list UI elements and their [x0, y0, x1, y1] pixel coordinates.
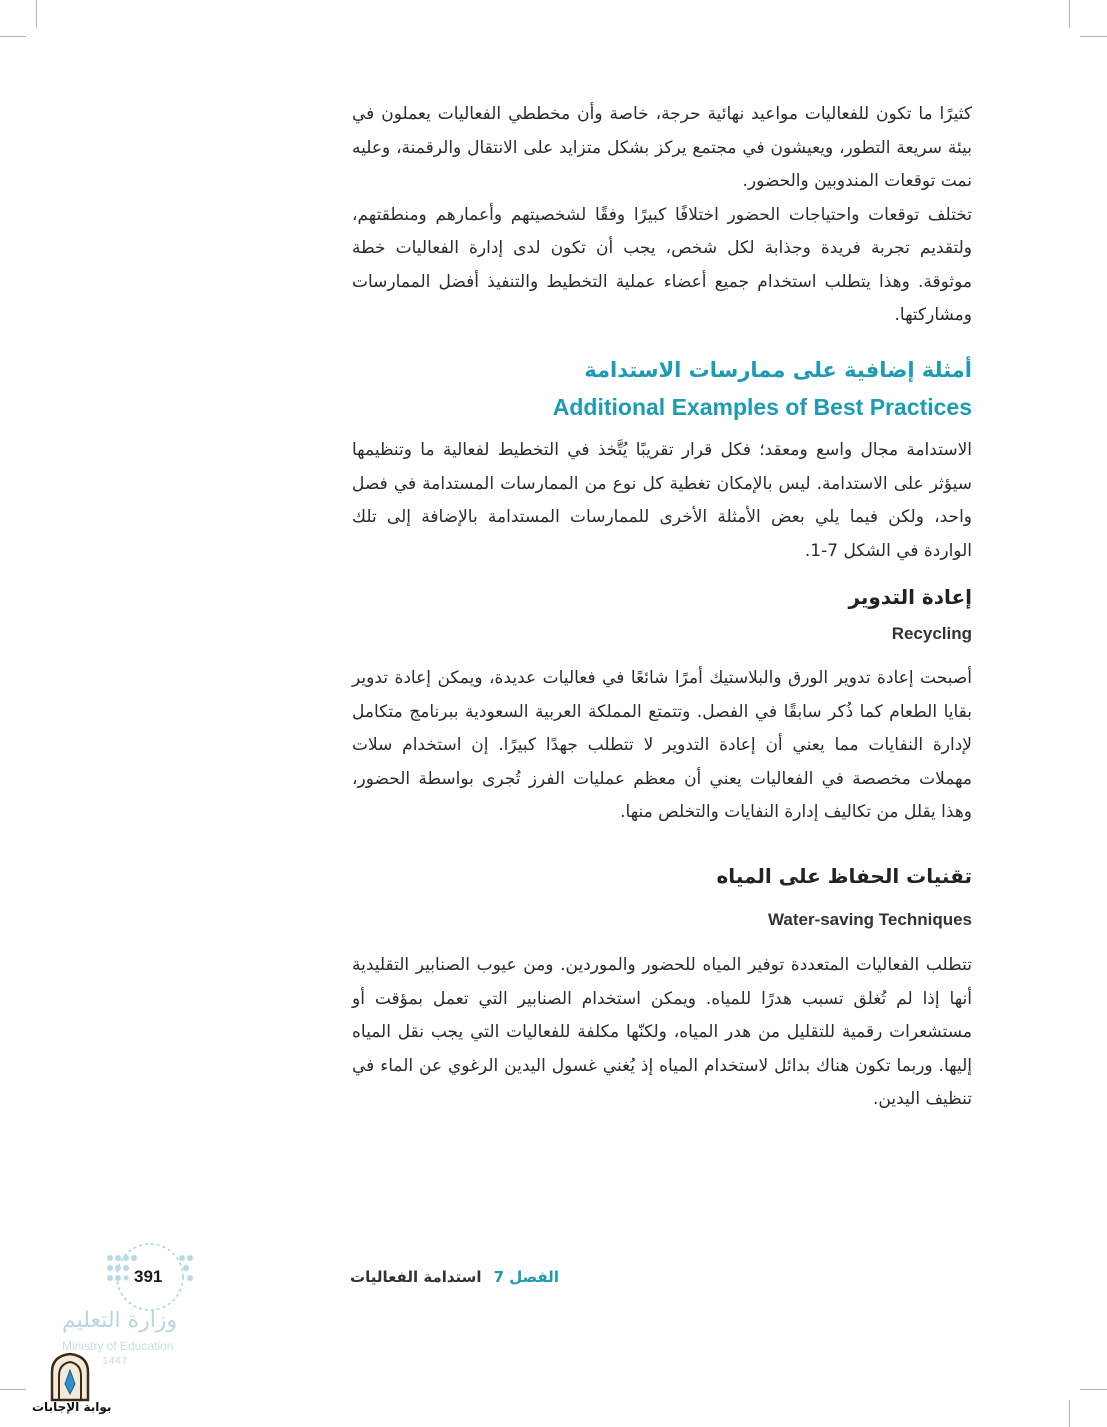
water-text: [352, 949, 972, 1117]
chapter-topic: استدامة الفعاليات: [350, 1268, 482, 1286]
water-paragraph: تتطلب الفعاليات المتعددة توفير المياه للحضور والموردين. ومن عيوب الصنابير التقليدية أنها إذا لم تُغلق تسبب هدرًا للمياه. ويمكن استخدام الصنابير التي تعمل بمؤقت أو مستشعرات رقمية للتقليل من هدر المياه، ولكنّها مكلفة للفعاليات التي يجب نقل المياه إليها. وربما تكون هناك بدائل لاستخدام المياه إذ يُغني غسول اليدين الرغوي عن الماء في تنظيف اليدين.: [352, 955, 972, 1109]
recycling-title-en: Recycling: [891, 624, 972, 643]
crop-mark: [1069, 0, 1070, 28]
portal-name: بوابة الإجابات: [32, 1400, 112, 1414]
recycling-text: [352, 662, 972, 830]
water-title-ar: تقنيات الحفاظ على المياه: [716, 864, 972, 888]
intro-paragraph-1: كثيرًا ما تكون للفعاليات مواعيد نهائية حرجة، خاصة وأن مخططي الفعاليات يعملون في بيئة سريعة التطور، ويعيشون في مجتمع يركز بشكل متزايد على الانتقال والرقمنة، وعليه نمت توقعات المندوبين والحضور.: [352, 104, 972, 191]
page-number: 391: [134, 1267, 163, 1286]
section-title-en: Additional Examples of Best Practices: [552, 394, 972, 420]
footer-chapter-title: [350, 1268, 559, 1286]
ministry-name-ar: وزارة التعليم: [62, 1308, 178, 1333]
intro-paragraph-2: تختلف توقعات واحتياجات الحضور اختلافًا كبيرًا وفقًا لشخصيتهم وأعمارهم ومنطقتهم، ولتقديم تجربة فريدة وجذابة لكل شخص، يجب أن تكون لدى إدارة الفعاليات خطة موثوقة. وهذا يتطلب استخدام جميع أعضاء عملية التخطيط والتنفيذ أفضل الممارسات ومشاركتها.: [352, 204, 972, 325]
intro-text: [352, 98, 972, 333]
section-intro-paragraph: الاستدامة مجال واسع ومعقد؛ فكل قرار تقريبًا يُتَّخذ في التخطيط لفعالية ما وتنظيمها سيؤثر على الاستدامة. ليس بالإمكان تغطية كل نوع من الممارسات المستدامة في فصل واحد، ولكن فيما يلي بعض الأمثلة الأخرى للممارسات المستدامة بالإضافة إلى تلك الواردة في الشكل 7-1.: [352, 440, 972, 561]
crop-mark: [36, 0, 37, 28]
crop-mark: [1069, 1400, 1070, 1427]
portal-logo-icon: [44, 1350, 96, 1402]
section-intro: [352, 434, 972, 568]
recycling-title-ar: إعادة التدوير: [848, 585, 972, 609]
recycling-paragraph: أصبحت إعادة تدوير الورق والبلاستيك أمرًا شائعًا في فعاليات عديدة، ويمكن إعادة تدوير بقايا الطعام كما ذُكر سابقًا في الفصل. وتتمتع المملكة العربية السعودية ببرنامج متكامل لإدارة النفايات مما يعني أن إعادة التدوير لا تتطلب جهدًا كبيرًا. إن استخدام سلات مهملات مخصصة في الفعاليات يعني أن معظم عمليات الفرز تُجرى بواسطة الحضور، وهذا يقلل من تكاليف إدارة النفايات والتخلص منها.: [352, 668, 972, 822]
crop-mark: [0, 1389, 26, 1390]
ministry-year: 1447: [102, 1356, 128, 1367]
crop-mark: [1080, 1389, 1107, 1390]
chapter-label: الفصل 7: [493, 1268, 559, 1286]
section-title-ar: أمثلة إضافية على ممارسات الاستدامة: [584, 358, 972, 382]
ministry-name-en: Ministry of Education: [62, 1339, 174, 1353]
crop-mark: [0, 36, 26, 37]
crop-mark: [1080, 36, 1107, 37]
water-title-en: Water-saving Techniques: [767, 910, 972, 929]
